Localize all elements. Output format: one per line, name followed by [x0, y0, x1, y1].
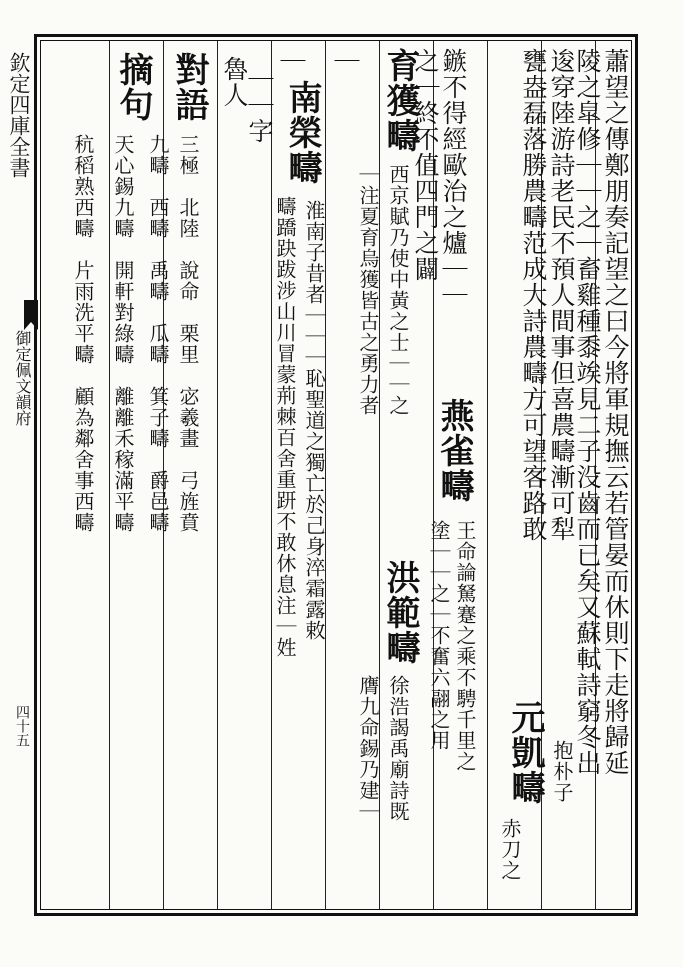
headword-hongfan	[380, 560, 420, 665]
text-column-13	[178, 134, 198, 533]
annotation-text: 膺九命錫乃建｜	[356, 675, 380, 822]
text-column-5	[441, 48, 466, 308]
column-text: 甕盎磊落勝農疇范成大詩農疇方可望客路敢	[519, 48, 548, 542]
column-text: 陵之皐修｜｜之｜畜雞種黍竢見二子没齒而已矣又蘇軾詩窮冬出	[573, 48, 602, 776]
section-heading-duiyu	[169, 52, 209, 122]
annotation	[304, 200, 324, 641]
annotation-text: 赤刀之	[498, 818, 522, 881]
headword: 燕雀疇	[434, 398, 474, 503]
column-rule	[109, 41, 110, 909]
text-column-1	[603, 48, 628, 776]
page-number: 四十五	[14, 705, 30, 747]
annotation	[429, 520, 449, 751]
annotation-text: 淮南子昔者｜｜｜恥聖道之獨亡於己身淬霜露敕	[302, 200, 326, 641]
text-column-3	[549, 48, 574, 542]
column-rule	[271, 41, 272, 909]
headword: 育獲疇	[380, 48, 420, 153]
text-column-16	[73, 134, 93, 533]
text-column-9	[333, 48, 358, 74]
annotation-text: 西京賦乃使中黃之士｜｜之	[386, 164, 410, 416]
book-title: 欽定四庫全書	[7, 52, 31, 178]
section-heading-zhaiju	[113, 52, 153, 122]
text-column-4	[521, 48, 546, 542]
annotation	[388, 675, 408, 822]
headword: 洪範疇	[380, 560, 420, 665]
headword-yuankai	[505, 700, 545, 805]
annotation-text: 徐浩謁禹廟詩既	[386, 675, 410, 822]
column-text: 天心錫九疇 開軒對綠疇 離離禾稼滿平疇	[111, 134, 135, 533]
text-column-11	[247, 66, 272, 144]
column-text: 逡穿陸游詩老民不預人間事但喜農疇漸可犁	[547, 48, 576, 542]
text-column-12	[222, 56, 247, 108]
annotation	[275, 196, 295, 658]
book-subtitle: 御定佩文韻府	[13, 330, 32, 426]
annotation-text: 王命論駑蹇之乘不騁千里之	[453, 520, 477, 772]
annotation-text: 疇蹻趹跋涉山川冒蒙荊棘百舍重趼不敢休息注｜姓	[273, 196, 297, 658]
headword: 南榮疇	[282, 80, 322, 185]
headword-yuhuo	[380, 48, 420, 153]
column-text: ｜	[277, 48, 306, 74]
section-heading: 摘句	[113, 52, 153, 122]
section-heading: 對語	[169, 52, 209, 122]
text-column-15	[113, 134, 133, 533]
headword-yanque	[434, 398, 474, 503]
annotation	[500, 818, 520, 881]
text-column-8	[358, 164, 378, 416]
column-text: 三極 北陸 說命 栗里 宓羲畫 弓旌賁	[176, 134, 200, 533]
column-text: ｜｜字	[245, 66, 274, 144]
column-rule	[487, 41, 488, 909]
column-text: ｜注夏育烏獲皆古之勇力者	[356, 164, 380, 416]
headword-nanrong	[282, 80, 322, 185]
headword: 元凱疇	[505, 700, 545, 805]
annotation	[552, 740, 572, 803]
column-rule	[217, 41, 218, 909]
annotation	[455, 520, 475, 772]
column-text: 蕭望之傳鄭朋奏記望之曰今將軍規撫云若管晏而休則下走將歸延	[601, 48, 630, 776]
column-text: 九疇 西疇 禹疇 瓜疇 箕子疇 爵邑疇	[146, 134, 170, 533]
column-text: 秔稻熟西疇 片雨洗平疇 顧為鄰舍事西疇	[71, 134, 95, 533]
column-text: 魯人	[220, 56, 249, 108]
column-text: ｜	[331, 48, 360, 74]
annotation	[358, 675, 378, 822]
annotation-text: 塗｜｜之｜不奮六翮之用	[427, 520, 451, 751]
text-column-10	[279, 48, 304, 74]
column-text: 之｜終不值四門之闢	[411, 48, 440, 282]
annotation-text: 抱朴子	[550, 740, 574, 803]
text-column-2	[575, 48, 600, 776]
annotation	[388, 164, 408, 416]
text-column-14	[148, 134, 168, 533]
column-text: 鏃不得經歐治之爐｜｜	[439, 48, 468, 308]
